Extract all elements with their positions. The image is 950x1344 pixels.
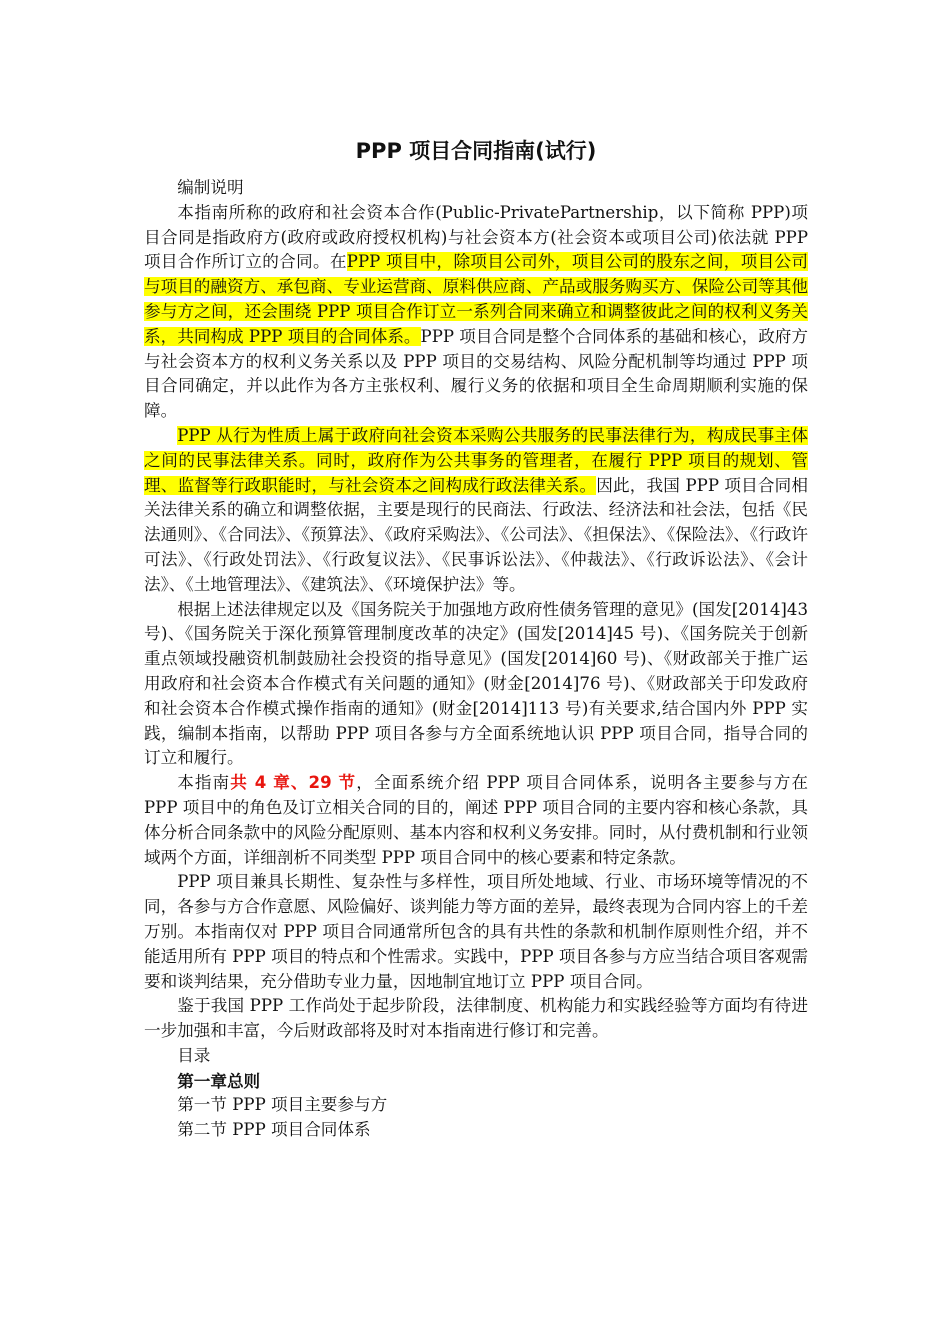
- paragraph-3: 根据上述法律规定以及《国务院关于加强地方政府性债务管理的意见》(国发[2014]43 号)、《国务院关于深化预算管理制度改革的决定》(国发[2014]45 号)、《国务院关于创新重点领域投融资机制鼓励社会投资的指导意见》(国发[2014]60 号)、《财政部关于推广运用政府和社会资本合作模式有关问题的通知》(财金[2014]76 号)、《财政部关于印发政府和社会资本合作模式操作指南的通知》(财金[2014]113 号)有关要求,结合国内外 PPP 实践，编制本指南，以帮助 PPP 项目各参与方全面系统地认识 PPP 项目合同，指导合同的订立和履行。: [144, 599, 808, 768]
- paragraph-2-text: 因此，我国 PPP 项目合同相关法律关系的确立和调整依据，主要是现行的民商法、行政法、经济法和社会法，包括《民法通则》、《合同法》、《预算法》、《政府采购法》、《公司法》、《担保法》、《保险法》、《行政许可法》、《行政处罚法》、《行政复议法》、《民事诉讼法》、《仲裁法》、《行政诉讼法》、《会计法》、《土地管理法》、《建筑法》、《环境保护法》等。: [144, 475, 809, 594]
- paragraph-1-highlight: PPP 项目中，除项目公司外，项目公司的股东之间，项目公司与项目的融资方、承包商、专业运营商、原料供应商、产品或服务购买方、保险公司等其他参与方之间，还会围绕 PPP 项目合作订立一系列合同来确立和调整彼此之间的权利义务关系，共同构成 PPP 项目的合同体系。: [144, 252, 808, 346]
- paragraph-5: PPP 项目兼具长期性、复杂性与多样性，项目所处地域、行业、市场环境等情况的不同，各参与方合作意愿、风险偏好、谈判能力等方面的差异，最终表现为合同内容上的千差万别。本指南仅对 PPP 项目合同通常所包含的具有共性的条款和机制作原则性介绍，并不能适用所有 PPP 项目的特点和个性需求。实践中，PPP 项目各参与方应当结合项目客观需要和谈判结果，充分借助专业力量，因地制宜地订立 PPP 项目合同。: [144, 872, 808, 991]
- paragraph-4: [144, 771, 808, 870]
- document-body: [144, 128, 808, 1143]
- paragraph-1-text-b: PPP 项目合同是整个合同体系的基础和核心，政府方与社会资本方的权利义务关系以及 PPP 项目的交易结构、风险分配机制等均通过 PPP 项目合同确定，并以此作为各方主张权利、履行义务的依据和项目全生命周期顺利实施的保障。: [144, 326, 808, 421]
- paragraph-2: [144, 424, 808, 598]
- chapter-count-emphasis: 共 4 章、29 节: [230, 773, 357, 793]
- paragraph-1: [144, 201, 808, 424]
- toc-section-1: 第一节 PPP 项目主要参与方: [177, 1095, 388, 1115]
- paragraph-6: 鉴于我国 PPP 工作尚处于起步阶段，法律制度、机构能力和实践经验等方面均有待进一步加强和丰富，今后财政部将及时对本指南进行修订和完善。: [144, 996, 808, 1041]
- paragraph-1-text-a: 本指南所称的政府和社会资本合作(Public-PrivatePartnership，以下简称 PPP)项目合同是指政府方(政府或政府授权机构)与社会资本方(社会资本或项目公司)依法就 PPP 项目合作所订立的合同。在: [144, 202, 808, 272]
- paragraph-4-text-b: ，全面系统介绍 PPP 项目合同体系，说明各主要参与方在 PPP 项目中的角色及订立相关合同的目的，阐述 PPP 项目合同的主要内容和核心条款，具体分析合同条款中的风险分配原则、基本内容和权利义务安排。同时，从付费机制和行业领域两个方面，详细剖析不同类型 PPP 项目合同中的核心要素和特定条款。: [144, 773, 809, 867]
- document-title: PPP 项目合同指南(试行): [355, 139, 597, 163]
- toc-heading: 目录: [177, 1045, 211, 1065]
- toc-chapter-1: 第一章总则: [177, 1070, 261, 1091]
- paragraph-4-text-a: 本指南: [177, 773, 231, 793]
- paragraph-2-highlight: PPP 从行为性质上属于政府向社会资本采购公共服务的民事法律行为，构成民事主体之间的民事法律关系。同时，政府作为公共事务的管理者，在履行 PPP 项目的规划、管理、监督等行政职能时，与社会资本之间构成行政法律关系。: [144, 425, 808, 495]
- toc-section-2: 第二节 PPP 项目合同体系: [177, 1120, 371, 1140]
- subtitle: 编制说明: [177, 178, 244, 197]
